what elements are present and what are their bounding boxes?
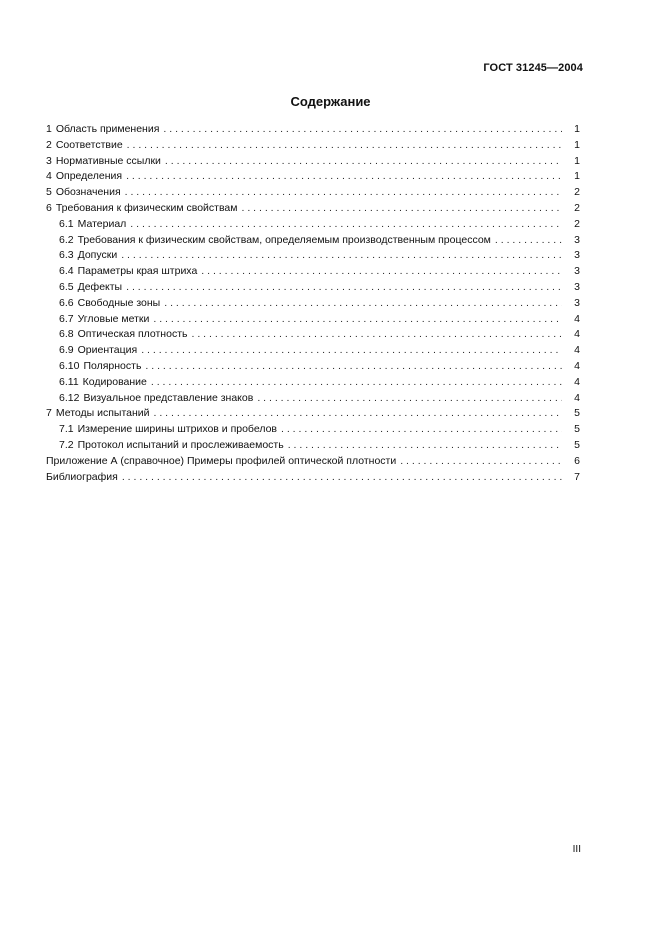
- toc-entry-label: Материал: [77, 217, 127, 230]
- toc-entry[interactable]: [46, 422, 580, 438]
- toc-entry-page: 3: [574, 280, 580, 293]
- toc-entry-label: Угловые метки: [77, 312, 150, 325]
- toc-entry[interactable]: [46, 296, 580, 312]
- toc-entry-label: Требования к физическим свойствам, определяемым производственным процессом: [77, 233, 491, 246]
- toc-entry[interactable]: [46, 327, 580, 343]
- toc-entry-number: 6.12: [59, 391, 80, 404]
- toc-leader-dots: [130, 217, 562, 233]
- toc-entry-label: Требования к физическим свойствам: [55, 201, 238, 214]
- toc-entry-number: 6.5: [59, 280, 74, 293]
- toc-entry-page: 5: [574, 407, 580, 420]
- toc-entry-number: 6.10: [59, 359, 80, 372]
- toc-entry-page: 7: [574, 470, 580, 483]
- toc-entry-label: Кодирование: [82, 375, 147, 388]
- toc-entry-label: Параметры края штриха: [77, 265, 198, 278]
- toc-entry-label: Методы испытаний: [55, 407, 150, 420]
- toc-entry[interactable]: [46, 438, 580, 454]
- toc-leader-dots: [164, 296, 562, 312]
- page-number: III: [572, 844, 581, 855]
- toc-leader-dots: [281, 422, 562, 438]
- toc-entry-page: 2: [574, 217, 580, 230]
- toc-title: Содержание: [290, 94, 371, 109]
- toc-entry-number: 7: [46, 407, 52, 420]
- toc-entry-page: 1: [574, 138, 580, 151]
- toc-leader-dots: [151, 375, 562, 391]
- toc-entry-number: 6: [46, 201, 52, 214]
- toc-entry-label: Приложение А (справочное) Примеры профилей оптической плотности: [46, 454, 397, 467]
- toc-entry-label: Измерение ширины штрихов и пробелов: [77, 423, 277, 436]
- toc-entry-number: 6.4: [59, 265, 74, 278]
- toc-entry-number: 4: [46, 170, 52, 183]
- toc-entry-number: 2: [46, 138, 52, 151]
- toc-entry-page: 4: [574, 312, 580, 325]
- toc-entry-page: 1: [574, 170, 580, 183]
- toc-entry-page: 1: [574, 123, 580, 135]
- toc-leader-dots: [191, 327, 562, 343]
- toc-entry-label: Полярность: [83, 359, 142, 372]
- toc-leader-dots: [257, 391, 562, 407]
- toc-leader-dots: [288, 438, 562, 454]
- toc-entry-number: 6.3: [59, 249, 74, 262]
- toc-entry[interactable]: [46, 201, 580, 217]
- toc-leader-dots: [126, 169, 562, 185]
- toc-entry[interactable]: [46, 185, 580, 201]
- toc-entry-label: Ориентация: [77, 344, 138, 357]
- toc-entry-page: 2: [574, 201, 580, 214]
- toc-entry-page: 3: [574, 249, 580, 262]
- toc-entry[interactable]: [46, 470, 580, 486]
- toc-entry[interactable]: [46, 122, 580, 138]
- toc-entry[interactable]: [46, 217, 580, 233]
- toc-entry-page: 4: [574, 359, 580, 372]
- toc-leader-dots: [141, 343, 562, 359]
- toc-entry[interactable]: [46, 406, 580, 422]
- toc-entry[interactable]: [46, 264, 580, 280]
- toc-entry-number: 6.2: [59, 233, 74, 246]
- toc-leader-dots: [201, 264, 562, 280]
- toc-entry[interactable]: [46, 138, 580, 154]
- toc-entry[interactable]: [46, 375, 580, 391]
- toc-leader-dots: [153, 312, 562, 328]
- toc-entry[interactable]: [46, 343, 580, 359]
- toc-entry-number: 6.11: [59, 375, 79, 388]
- toc-entry-number: 7.2: [59, 438, 74, 451]
- toc-entry-page: 3: [574, 265, 580, 278]
- toc-entry-page: 4: [574, 328, 580, 341]
- toc-entry[interactable]: [46, 312, 580, 328]
- toc-entry-number: 3: [46, 154, 52, 167]
- toc-leader-dots: [163, 122, 562, 138]
- document-code: ГОСТ 31245—2004: [483, 62, 583, 74]
- toc-entry-page: 4: [574, 391, 580, 404]
- toc-entry-label: Определения: [55, 170, 123, 183]
- toc-entry-page: 3: [574, 296, 580, 309]
- toc-entry-label: Дефекты: [77, 280, 123, 293]
- toc-entry-page: 3: [574, 233, 580, 246]
- toc-leader-dots: [145, 359, 562, 375]
- toc-leader-dots: [165, 154, 562, 170]
- toc-entry[interactable]: [46, 233, 580, 249]
- toc-entry-number: 5: [46, 186, 52, 199]
- toc-entry-number: 6.7: [59, 312, 74, 325]
- toc-entry-label: Свободные зоны: [77, 296, 161, 309]
- toc-leader-dots: [495, 233, 562, 249]
- toc-entry-number: 6.8: [59, 328, 74, 341]
- toc-entry-label: Библиография: [46, 470, 118, 483]
- toc-entry-label: Соответствие: [55, 138, 123, 151]
- toc-leader-dots: [127, 138, 562, 154]
- toc-leader-dots: [125, 185, 562, 201]
- toc-leader-dots: [400, 454, 562, 470]
- toc-entry-page: 5: [574, 438, 580, 451]
- toc-entry-number: 6.1: [59, 217, 74, 230]
- toc-entry-number: 6.6: [59, 296, 74, 309]
- toc-leader-dots: [122, 470, 562, 486]
- toc-entry-page: 4: [574, 375, 580, 388]
- toc-entry[interactable]: [46, 391, 580, 407]
- toc-entry-label: Оптическая плотность: [77, 328, 188, 341]
- toc-entry-label: Обозначения: [55, 186, 121, 199]
- toc-entry[interactable]: [46, 154, 580, 170]
- toc-entry-label: Протокол испытаний и прослеживаемость: [77, 438, 284, 451]
- toc-entry-label: Визуальное представление знаков: [83, 391, 254, 404]
- toc-entry[interactable]: [46, 280, 580, 296]
- toc-entry-label: Область применения: [55, 123, 160, 135]
- toc-entry-number: 1: [46, 123, 52, 135]
- table-of-contents: [46, 122, 580, 485]
- toc-leader-dots: [242, 201, 563, 217]
- toc-entry[interactable]: [46, 248, 580, 264]
- toc-entry[interactable]: [46, 169, 580, 185]
- toc-leader-dots: [154, 406, 563, 422]
- toc-entry-page: 2: [574, 186, 580, 199]
- toc-entry-label: Допуски: [77, 249, 118, 262]
- toc-entry-page: 1: [574, 154, 580, 167]
- toc-entry-number: 6.9: [59, 344, 74, 357]
- toc-entry-page: 5: [574, 423, 580, 436]
- toc-entry-label: Нормативные ссылки: [55, 154, 161, 167]
- toc-leader-dots: [121, 248, 562, 264]
- toc-entry[interactable]: [46, 359, 580, 375]
- toc-entry-page: 6: [574, 454, 580, 467]
- toc-entry-number: 7.1: [59, 423, 74, 436]
- toc-entry-page: 4: [574, 344, 580, 357]
- toc-leader-dots: [126, 280, 562, 296]
- toc-entry[interactable]: [46, 454, 580, 470]
